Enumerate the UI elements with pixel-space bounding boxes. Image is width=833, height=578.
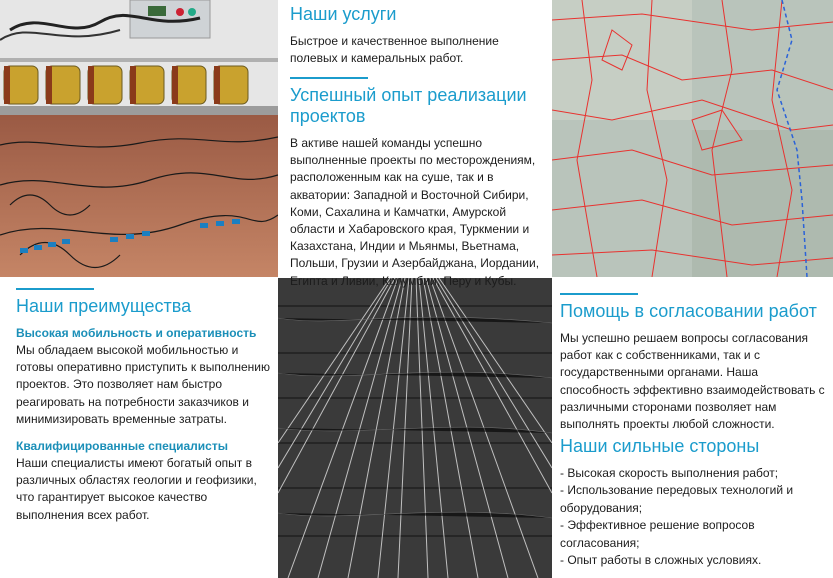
accent-divider (290, 77, 368, 79)
advantage-item (16, 325, 274, 428)
experience-title: Успешный опыт реализации проектов (290, 85, 527, 126)
advantage-item (16, 438, 274, 524)
advantages-section (16, 288, 274, 524)
advantage-text: Мы обладаем высокой мобильностью и готовы оперативно приступить к выполнению проектов. Это позволяет нам быстро реагировать на потребности заказчиков и минимизировать временные затраты. (16, 343, 270, 426)
services-title: Наши услуги (290, 4, 397, 24)
advantages-title: Наши преимущества (16, 296, 192, 316)
advantage-heading: Квалифицированные специалисты (16, 439, 228, 454)
experience-section (290, 77, 550, 290)
advantage-heading: Высокая мобильность и оперативность (16, 326, 257, 340)
field-geophones-photo (0, 115, 278, 277)
list-item: - Эффективное решение вопросов согласования; (560, 518, 755, 550)
equipment-photo (0, 0, 278, 115)
strengths-list (560, 465, 826, 569)
list-item: - Использование передовых технологий и оборудования; (560, 483, 794, 515)
approvals-title: Помощь в согласовании работ (560, 301, 817, 321)
advantage-text: Наши специалисты имеют богатый опыт в различных областях геологии и геофизики, что гарантирует высокое качество выполнения всех работ. (16, 456, 257, 522)
list-item: - Высокая скорость выполнения работ; (560, 466, 779, 480)
strengths-section (560, 436, 826, 569)
seismic-section-image (278, 278, 552, 578)
experience-text: В активе нашей команды успешно выполненные проекты по месторождениям, расположенным как на суше, так и в акватории: Западной и Восточной Сибири, Коми, Сахалина и Камчатки, Амурской области и Хабаровского края, Туркмении и Казахстана, Индии и Мьянмы, Вьетнама, Польши, Грузии и Азербайджана, Иордании, Египта и Ливии, Колумбии, Перу и Кубы. (290, 136, 540, 288)
services-section (290, 4, 548, 67)
approvals-section (560, 293, 826, 433)
approvals-text: Мы успешно решаем вопросы согласования работ как с собственниками, так и с государственными органами. Наша способность эффективно взаимодействовать с различными сторонами позволяет нам выполнять проекты любой сложности. (560, 331, 825, 432)
strengths-title: Наши сильные стороны (560, 436, 760, 456)
field-map-image (552, 0, 833, 277)
accent-divider (16, 288, 94, 290)
services-text: Быстрое и качественное выполнение полевых и камеральных работ. (290, 34, 499, 65)
accent-divider (560, 293, 638, 295)
list-item: - Опыт работы в сложных условиях. (560, 553, 762, 568)
